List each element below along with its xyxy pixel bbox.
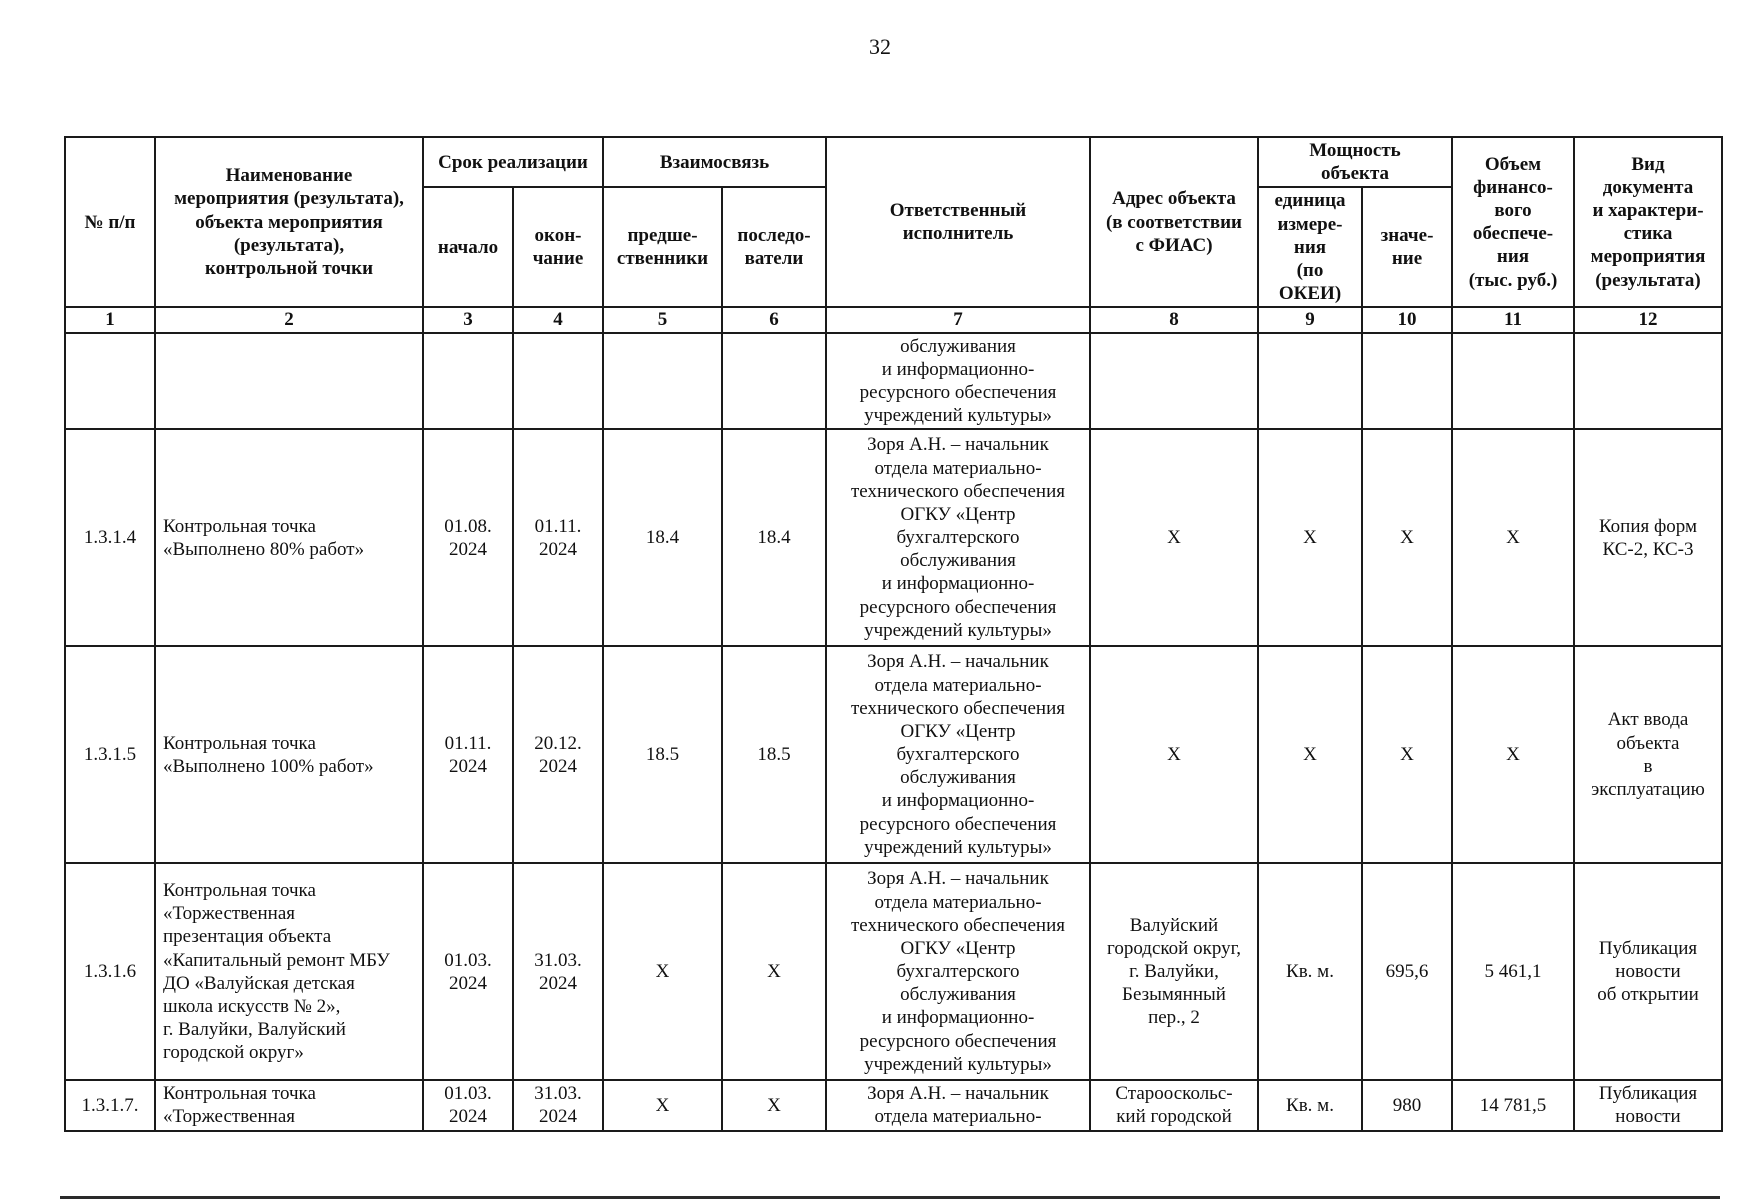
header-capacity-value: значе- ние <box>1362 187 1452 307</box>
cell-prev: X <box>603 863 722 1080</box>
header-address: Адрес объекта (в соответствии с ФИАС) <box>1090 137 1258 307</box>
table-row <box>65 333 1722 430</box>
cell-address: X <box>1090 429 1258 646</box>
cell-prev: X <box>603 1080 722 1130</box>
column-number: 2 <box>155 307 423 332</box>
cell-start: 01.03. 2024 <box>423 863 513 1080</box>
header-relation-prev: предше- ственники <box>603 187 722 307</box>
cell-finance <box>1452 333 1574 430</box>
header-row-1 <box>65 137 1722 187</box>
cell-unit: X <box>1258 429 1362 646</box>
table-row <box>65 863 1722 1080</box>
cell-address <box>1090 333 1258 430</box>
cell-start: 01.08. 2024 <box>423 429 513 646</box>
cell-prev: 18.4 <box>603 429 722 646</box>
header-responsible: Ответственный исполнитель <box>826 137 1090 307</box>
cell-end: 31.03. 2024 <box>513 863 603 1080</box>
cell-end: 31.03. 2024 <box>513 1080 603 1130</box>
cell-next: 18.4 <box>722 429 826 646</box>
cell-responsible: обслуживания и информационно- ресурсного обеспечения учреждений культуры» <box>826 333 1090 430</box>
cell-address: Валуйский городской округ, г. Валуйки, Безымянный пер., 2 <box>1090 863 1258 1080</box>
table-row <box>65 646 1722 863</box>
cell-responsible: Зоря А.Н. – начальник отдела материально- технического обеспечения ОГКУ «Центр бухгалтерского обслуживания и информационно- ресурсного обеспечения учреждений культуры» <box>826 429 1090 646</box>
cell-num: 1.3.1.7. <box>65 1080 155 1130</box>
cell-name: Контрольная точка «Выполнено 100% работ» <box>155 646 423 863</box>
header-period-end: окон- чание <box>513 187 603 307</box>
cell-responsible: Зоря А.Н. – начальник отдела материально- технического обеспечения ОГКУ «Центр бухгалтерского обслуживания и информационно- ресурсного обеспечения учреждений культуры» <box>826 863 1090 1080</box>
header-finance: Объем финансо- вого обеспече- ния (тыс. руб.) <box>1452 137 1574 307</box>
header-num: № п/п <box>65 137 155 307</box>
cell-end: 01.11. 2024 <box>513 429 603 646</box>
cell-doc: Публикация новости <box>1574 1080 1722 1130</box>
cell-responsible: Зоря А.Н. – начальник отдела материально- <box>826 1080 1090 1130</box>
cell-next <box>722 333 826 430</box>
column-number: 5 <box>603 307 722 332</box>
activity-table <box>64 136 1723 1132</box>
cell-finance: X <box>1452 646 1574 863</box>
cell-prev <box>603 333 722 430</box>
column-number: 4 <box>513 307 603 332</box>
page-bottom-rule <box>60 1196 1720 1199</box>
cell-next: X <box>722 1080 826 1130</box>
column-number: 10 <box>1362 307 1452 332</box>
cell-unit: Кв. м. <box>1258 1080 1362 1130</box>
cell-num <box>65 333 155 430</box>
cell-doc: Копия форм КС-2, КС-3 <box>1574 429 1722 646</box>
cell-start: 01.03. 2024 <box>423 1080 513 1130</box>
cell-value: 695,6 <box>1362 863 1452 1080</box>
column-number: 11 <box>1452 307 1574 332</box>
cell-responsible: Зоря А.Н. – начальник отдела материально- технического обеспечения ОГКУ «Центр бухгалтерского обслуживания и информационно- ресурсного обеспечения учреждений культуры» <box>826 646 1090 863</box>
page-number: 32 <box>869 34 891 59</box>
table-row <box>65 1080 1722 1130</box>
header-relation-next: последо- ватели <box>722 187 826 307</box>
cell-num: 1.3.1.6 <box>65 863 155 1080</box>
cell-unit: Кв. м. <box>1258 863 1362 1080</box>
cell-end <box>513 333 603 430</box>
cell-unit: X <box>1258 646 1362 863</box>
cell-address: X <box>1090 646 1258 863</box>
cell-prev: 18.5 <box>603 646 722 863</box>
header-capacity-unit: единица измере- ния (по ОКЕИ) <box>1258 187 1362 307</box>
header-capacity: Мощность объекта <box>1258 137 1452 187</box>
cell-value: X <box>1362 646 1452 863</box>
column-number-row <box>65 307 1722 332</box>
cell-address: Старооскольс- кий городской <box>1090 1080 1258 1130</box>
cell-name <box>155 333 423 430</box>
cell-unit <box>1258 333 1362 430</box>
cell-doc: Публикация новости об открытии <box>1574 863 1722 1080</box>
table-row <box>65 429 1722 646</box>
cell-name: Контрольная точка «Торжественная презентация объекта «Капитальный ремонт МБУ ДО «Валуйская детская школа искусств № 2», г. Валуйки, Валуйский городской округ» <box>155 863 423 1080</box>
column-number: 6 <box>722 307 826 332</box>
cell-doc: Акт ввода объекта в эксплуатацию <box>1574 646 1722 863</box>
column-number: 1 <box>65 307 155 332</box>
cell-value <box>1362 333 1452 430</box>
cell-next: X <box>722 863 826 1080</box>
column-number: 3 <box>423 307 513 332</box>
cell-finance: X <box>1452 429 1574 646</box>
cell-num: 1.3.1.5 <box>65 646 155 863</box>
cell-end: 20.12. 2024 <box>513 646 603 863</box>
cell-next: 18.5 <box>722 646 826 863</box>
cell-value: X <box>1362 429 1452 646</box>
header-period: Срок реализации <box>423 137 603 187</box>
column-number: 7 <box>826 307 1090 332</box>
header-doc-type: Вид документа и характери- стика мероприятия (результата) <box>1574 137 1722 307</box>
header-period-start: начало <box>423 187 513 307</box>
header-relation: Взаимосвязь <box>603 137 826 187</box>
column-number: 12 <box>1574 307 1722 332</box>
cell-num: 1.3.1.4 <box>65 429 155 646</box>
cell-finance: 14 781,5 <box>1452 1080 1574 1130</box>
column-number: 8 <box>1090 307 1258 332</box>
cell-name: Контрольная точка «Торжественная <box>155 1080 423 1130</box>
cell-name: Контрольная точка «Выполнено 80% работ» <box>155 429 423 646</box>
cell-finance: 5 461,1 <box>1452 863 1574 1080</box>
cell-start <box>423 333 513 430</box>
cell-doc <box>1574 333 1722 430</box>
cell-start: 01.11. 2024 <box>423 646 513 863</box>
cell-value: 980 <box>1362 1080 1452 1130</box>
column-number: 9 <box>1258 307 1362 332</box>
header-name: Наименование мероприятия (результата), объекта мероприятия (результата), контрольной точки <box>155 137 423 307</box>
